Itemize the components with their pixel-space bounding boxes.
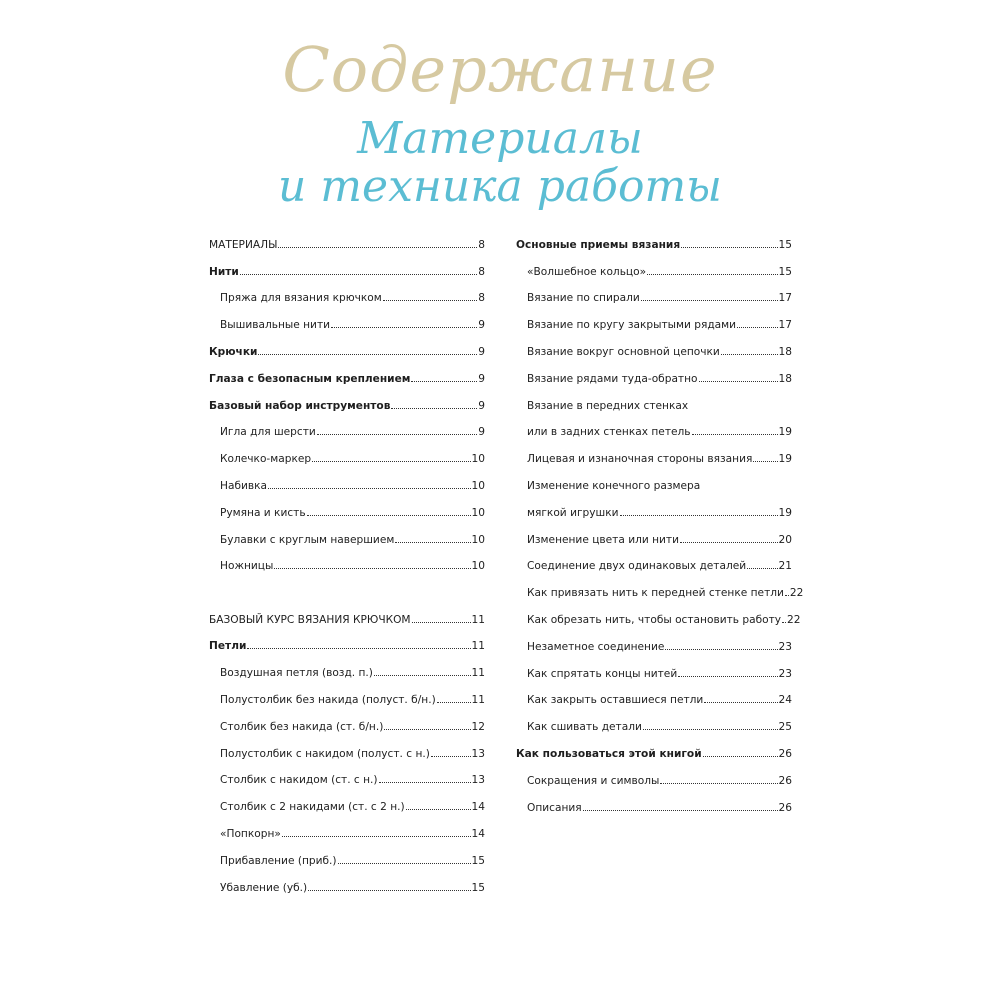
- toc-entry-title: Колечко-маркер: [220, 453, 312, 466]
- toc-entry-page: 15: [471, 854, 485, 867]
- dot-leader: [620, 515, 778, 516]
- toc-entry-page: 25: [778, 721, 792, 734]
- dot-leader: [395, 542, 470, 543]
- dot-leader: [737, 327, 778, 328]
- toc-entry[interactable]: [209, 438, 485, 465]
- toc-entry-page: 22: [789, 587, 804, 600]
- toc-entry[interactable]: [209, 626, 485, 653]
- dot-leader: [437, 702, 471, 703]
- dot-leader: [647, 274, 777, 275]
- dot-leader: [703, 756, 778, 757]
- dot-leader: [782, 622, 786, 623]
- dot-leader: [660, 783, 777, 784]
- dot-leader: [308, 890, 470, 891]
- dot-leader: [747, 568, 777, 569]
- section-subtitle: [0, 115, 1000, 211]
- toc-entry[interactable]: [209, 652, 485, 679]
- toc-entry-page: 20: [778, 533, 792, 546]
- dot-leader: [431, 756, 471, 757]
- toc-entry[interactable]: [209, 385, 485, 412]
- toc-entry-title: Незаметное соединение: [527, 640, 665, 653]
- toc-entry[interactable]: [516, 626, 792, 653]
- toc-entry[interactable]: [516, 733, 792, 760]
- toc-entry-page: 26: [778, 747, 792, 760]
- dot-leader: [692, 434, 778, 435]
- toc-entry-title: Вышивальные нити: [220, 319, 331, 332]
- toc-entry-title: Полустолбик без накида (полуст. б/н.): [220, 694, 436, 707]
- toc-entry[interactable]: [516, 680, 792, 707]
- dot-leader: [278, 247, 477, 248]
- toc-entry-first-line[interactable]: [516, 465, 792, 492]
- dot-leader: [317, 434, 477, 435]
- toc-entry-title: Набивка: [220, 479, 268, 492]
- toc-entry-page: 9: [478, 319, 485, 332]
- toc-entry[interactable]: [209, 412, 485, 439]
- dot-leader: [240, 274, 477, 275]
- dot-leader: [680, 542, 778, 543]
- toc-entry[interactable]: [516, 304, 792, 331]
- toc-entry-title: Лицевая и изнаночная стороны вязания: [527, 453, 753, 466]
- dot-leader: [721, 354, 778, 355]
- toc-entry[interactable]: [516, 599, 801, 626]
- toc-entry-title: Полустолбик с накидом (полуст. с н.): [220, 747, 430, 760]
- toc-entry-page: 11: [471, 667, 485, 680]
- dot-leader: [331, 327, 477, 328]
- toc-entry-title: Петли: [209, 640, 247, 653]
- toc-entry-page: 11: [471, 694, 485, 707]
- toc-entry-page: 26: [778, 801, 792, 814]
- toc-entry-title: Глаза с безопасным креплением: [209, 372, 411, 385]
- toc-entry[interactable]: [209, 492, 485, 519]
- toc-entry-page: 24: [778, 694, 792, 707]
- toc-entry-title: Изменение конечного размера: [527, 479, 701, 492]
- toc-right-column: [516, 224, 804, 814]
- dot-leader: [411, 381, 477, 382]
- toc-entry-page: 18: [778, 372, 792, 385]
- toc-entry[interactable]: [516, 492, 792, 519]
- toc-entry[interactable]: [209, 358, 485, 385]
- toc-entry-title: Убавление (уб.): [220, 881, 308, 894]
- toc-entry-title: Как пользоваться этой книгой: [516, 747, 702, 760]
- dot-leader: [268, 488, 471, 489]
- dot-leader: [282, 836, 471, 837]
- toc-entry-page: 9: [478, 372, 485, 385]
- toc-entry-page: 14: [471, 828, 485, 841]
- toc-entry-title: МАТЕРИАЛЫ: [209, 238, 278, 251]
- toc-entry[interactable]: [516, 572, 804, 600]
- toc-entry-title: Пряжа для вязания крючком: [220, 292, 382, 305]
- toc-entry-page: 23: [778, 667, 792, 680]
- toc-entry-page: 10: [471, 533, 485, 546]
- toc-entry-page: 23: [778, 640, 792, 653]
- dot-leader: [274, 568, 470, 569]
- dot-leader: [247, 648, 470, 649]
- toc-entry[interactable]: [516, 438, 792, 465]
- toc-entry-title: Нити: [209, 265, 239, 278]
- toc-entry-title: Румяна и кисть: [220, 506, 306, 519]
- toc-entry[interactable]: [209, 733, 485, 760]
- toc-entry-page: 9: [478, 345, 485, 358]
- dot-leader: [699, 381, 778, 382]
- dot-leader: [374, 675, 471, 676]
- dot-leader: [338, 863, 471, 864]
- toc-entry-page: 10: [471, 560, 485, 573]
- toc-entry-title: Воздушная петля (возд. п.): [220, 667, 373, 680]
- toc-entry-title: Булавки с круглым навершием: [220, 533, 395, 546]
- toc-entry-title: Как привязать нить к передней стенке петли: [527, 587, 784, 600]
- toc-entry-page: 13: [471, 774, 485, 787]
- toc-entry-page: 8: [478, 292, 485, 305]
- toc-entry-title: Вязание вокруг основной цепочки: [527, 345, 720, 358]
- dot-leader: [583, 810, 778, 811]
- subtitle-line-2: и техника работы: [277, 161, 723, 212]
- toc-entry-page: 10: [471, 506, 485, 519]
- toc-entry-title: Вязание по кругу закрытыми рядами: [527, 319, 737, 332]
- dot-leader: [681, 247, 777, 248]
- dot-leader: [391, 408, 477, 409]
- dot-leader: [384, 729, 470, 730]
- toc-entry[interactable]: [209, 546, 485, 573]
- toc-entry[interactable]: [516, 251, 792, 278]
- dot-leader: [406, 809, 471, 810]
- toc-entry-title: Столбик с накидом (ст. с н.): [220, 774, 378, 787]
- toc-entry[interactable]: [209, 251, 485, 278]
- toc-entry-title: Как сшивать детали: [527, 721, 642, 734]
- toc-entry-title: Базовый набор инструментов: [209, 399, 391, 412]
- toc-entry-page: 19: [778, 506, 792, 519]
- toc-entry-page: 21: [778, 560, 792, 573]
- toc-entry-page: 17: [778, 319, 792, 332]
- dot-leader: [753, 461, 777, 462]
- toc-entry-title: Как спрятать концы нитей: [527, 667, 678, 680]
- toc-entry[interactable]: [516, 787, 792, 814]
- toc-entry-title: мягкой игрушки: [527, 506, 619, 519]
- dot-leader: [307, 515, 471, 516]
- toc-entry[interactable]: [516, 358, 792, 385]
- toc-entry-title: Столбик с 2 накидами (ст. с 2 н.): [220, 801, 405, 814]
- toc-entry-title: Столбик без накида (ст. б/н.): [220, 720, 384, 733]
- dot-leader: [258, 354, 477, 355]
- toc-entry-page: 8: [478, 238, 485, 251]
- dot-leader: [379, 782, 471, 783]
- toc-entry-title: или в задних стенках петель: [527, 426, 691, 439]
- toc-entry-title: БАЗОВЫЙ КУРС ВЯЗАНИЯ КРЮЧКОМ: [209, 613, 411, 626]
- toc-entry-title: Основные приемы вязания: [516, 238, 681, 251]
- dot-leader: [678, 676, 777, 677]
- dot-leader: [312, 461, 470, 462]
- toc-entry-first-line[interactable]: [516, 385, 792, 412]
- toc-left-column: [209, 224, 485, 894]
- toc-entry-page: 22: [787, 613, 801, 626]
- subtitle-line-1: Материалы: [357, 113, 643, 164]
- page-title: Содержание: [282, 33, 718, 106]
- toc-entry-page: 8: [478, 265, 485, 278]
- toc-entry[interactable]: [209, 706, 485, 733]
- toc-entry-title: Крючки: [209, 345, 258, 358]
- toc-entry-page: 13: [471, 747, 485, 760]
- toc-entry-title: Описания: [527, 801, 582, 814]
- toc-entry-title: Ножницы: [220, 560, 274, 573]
- toc-entry-page: 10: [471, 453, 485, 466]
- toc-entry-title: «Волшебное кольцо»: [527, 265, 647, 278]
- toc-entry[interactable]: [516, 519, 792, 546]
- toc-entry-page: 9: [478, 399, 485, 412]
- toc-entry[interactable]: [209, 278, 485, 305]
- toc-entry[interactable]: [516, 706, 792, 733]
- toc-entry[interactable]: [209, 519, 485, 546]
- dot-leader: [704, 702, 777, 703]
- toc-entry-title: Сокращения и символы: [527, 774, 660, 787]
- dot-leader: [641, 300, 778, 301]
- toc-entry-page: 15: [471, 881, 485, 894]
- toc-entry-title: Вязание по спирали: [527, 292, 640, 305]
- toc-entry-page: 12: [471, 720, 485, 733]
- toc-entry-page: 14: [471, 801, 485, 814]
- toc-entry[interactable]: [516, 653, 792, 680]
- toc-entry[interactable]: [516, 331, 792, 358]
- toc-entry[interactable]: [209, 840, 485, 867]
- toc-entry-page: 17: [778, 292, 792, 305]
- toc-entry[interactable]: [516, 412, 792, 439]
- toc-entry[interactable]: [209, 813, 485, 840]
- toc-entry-page: 10: [471, 479, 485, 492]
- toc-entry-page: 15: [778, 238, 792, 251]
- toc-entry-title: Как обрезать нить, чтобы остановить работу: [527, 613, 782, 626]
- toc-entry[interactable]: [516, 546, 792, 573]
- toc-entry[interactable]: [209, 760, 485, 787]
- toc-entry-page: 15: [778, 265, 792, 278]
- dot-leader: [785, 595, 789, 596]
- toc-entry[interactable]: [516, 224, 792, 251]
- toc-entry-page: 26: [778, 774, 792, 787]
- toc-entry[interactable]: [516, 278, 792, 305]
- toc-entry-title: Изменение цвета или нити: [527, 533, 679, 546]
- toc-entry-page: 18: [778, 345, 792, 358]
- toc-entry[interactable]: [516, 760, 792, 787]
- toc-entry[interactable]: [209, 867, 485, 894]
- toc-entry-title: Прибавление (приб.): [220, 854, 337, 867]
- toc-entry-page: 19: [778, 426, 792, 439]
- toc-entry[interactable]: [209, 786, 485, 813]
- toc-entry-page: 11: [471, 613, 485, 626]
- toc-entry-title: Вязание в передних стенках: [527, 399, 689, 412]
- toc-entry[interactable]: [209, 304, 485, 331]
- toc-entry-title: Как закрыть оставшиеся петли: [527, 694, 704, 707]
- toc-entry-title: «Попкорн»: [220, 828, 281, 841]
- toc-entry[interactable]: [209, 465, 485, 492]
- toc-entry[interactable]: [209, 599, 485, 626]
- dot-leader: [643, 729, 778, 730]
- toc-entry-title: Вязание рядами туда-обратно: [527, 372, 698, 385]
- toc-entry[interactable]: [209, 679, 485, 706]
- dot-leader: [412, 622, 471, 623]
- dot-leader: [383, 300, 477, 301]
- toc-entry-title: Соединение двух одинаковых деталей: [527, 560, 747, 573]
- toc-entry-page: 9: [478, 426, 485, 439]
- toc-entry[interactable]: [209, 331, 485, 358]
- dot-leader: [665, 649, 777, 650]
- toc-entry-title: Игла для шерсти: [220, 426, 316, 439]
- toc-entry[interactable]: [209, 224, 485, 251]
- toc-entry-page: 11: [471, 640, 485, 653]
- toc-entry-page: 19: [778, 453, 792, 466]
